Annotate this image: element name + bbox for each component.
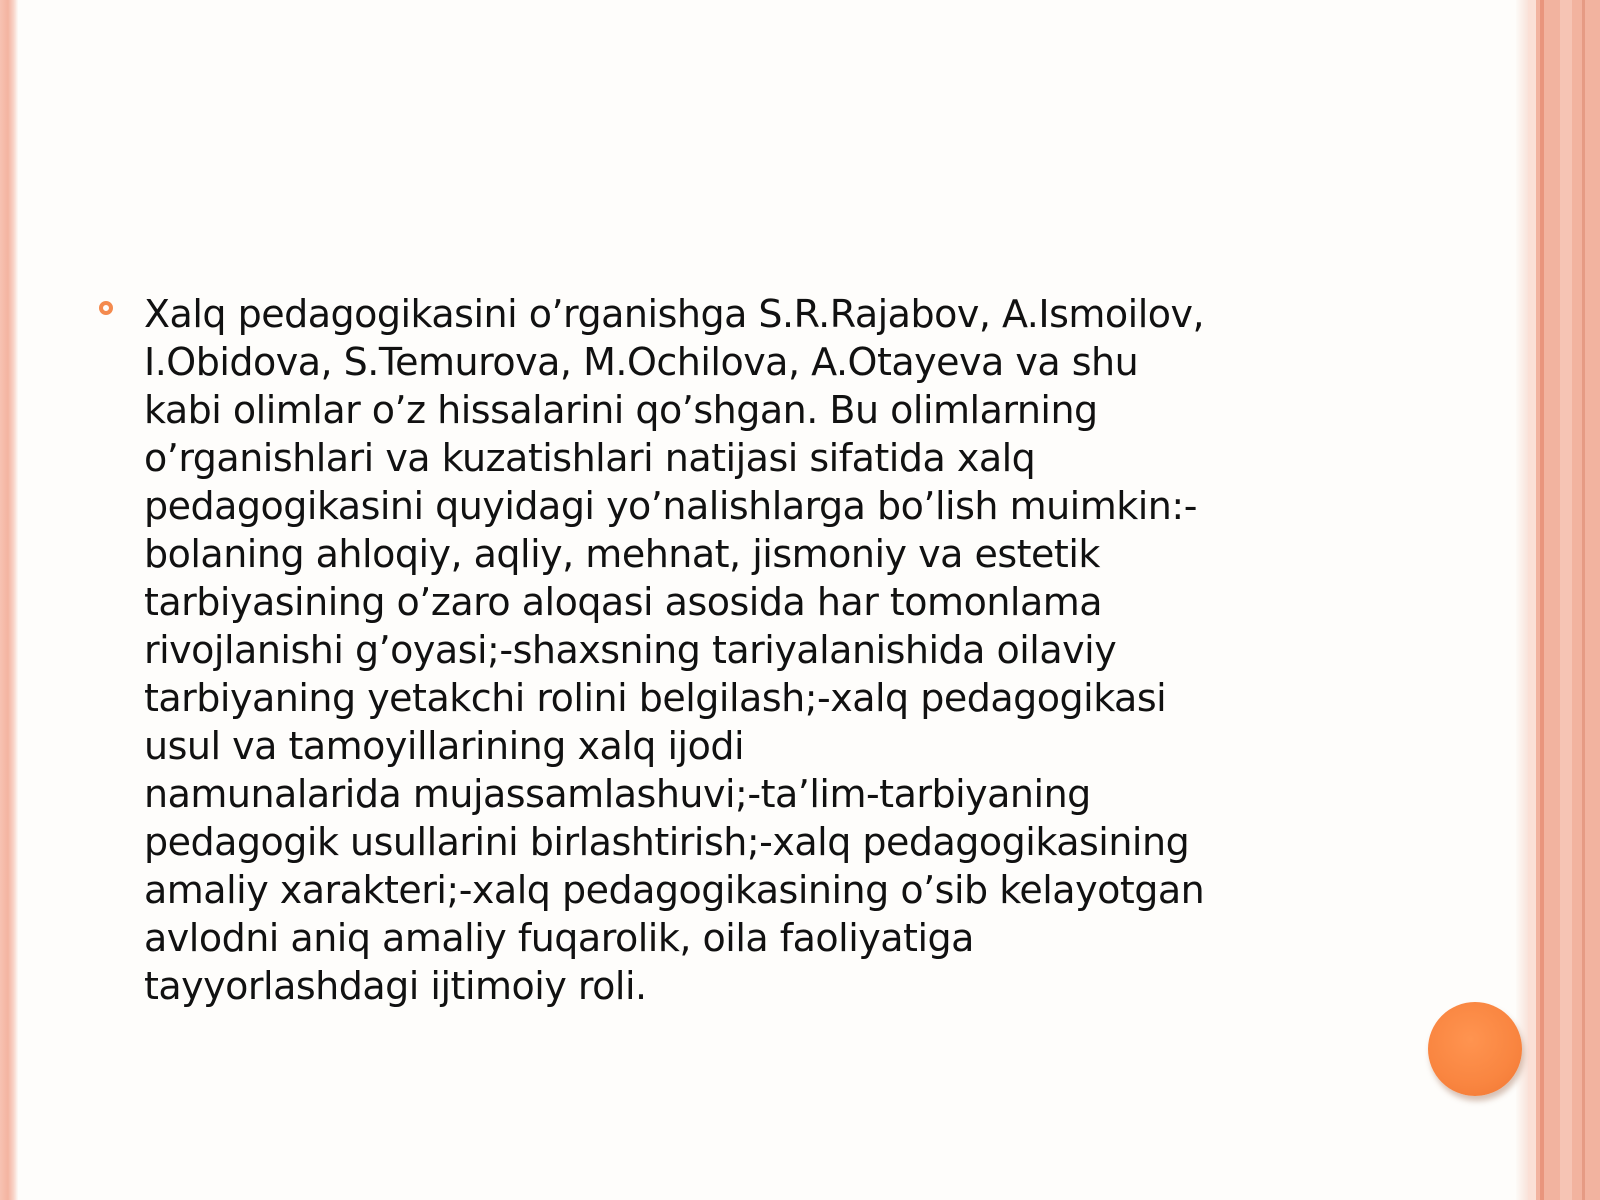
right-stripe-mid [1560,0,1572,1200]
right-border-fade [1516,0,1528,1200]
right-stripe-dark [1540,0,1544,1200]
ring-bullet-icon [99,301,113,315]
right-stripe-light [1528,0,1536,1200]
slide-content [96,290,1376,1010]
bullet-item [96,290,1376,1010]
bullet-text: Xalq pedagogikasini o’rganishga S.R.Rajabov, A.Ismoilov, I.Obidova, S.Temurova, M.Ochilova, A.Otayeva va shu kabi olimlar o’z hissalarini qo’shgan. Bu olimlarning o’rganishlari va kuzatishlari natijasi sifatida xalq pedagogikasini quyidagi yo’nalishlarga bo’lish muimkin:- bolaning ahloqiy, aqliy, mehnat, jismoniy va estetik tarbiyasining o’zaro aloqasi asosida har tomonlama rivojlanishi g’oyasi;-shaxsning tariyalanishida oilaviy tarbiyaning yetakchi rolini belgilash;-xalq pedagogikasi usul va tamoyillarining xalq ijodi namunalarida mujassamlashuvi;-ta’lim-tarbiyaning pedagogik usullarini birlashtirish;-xalq pedagogikasining amaliy xarakteri;-xalq pedagogikasining o’sib kelayotgan avlodni aniq amaliy fuqarolik, oila faoliyatiga tayyorlashdagi ijtimoiy roli. [144,292,1205,1008]
left-decorative-edge [0,0,18,1200]
right-stripe-thin [1582,0,1585,1200]
orange-circle-decoration [1428,1002,1522,1096]
